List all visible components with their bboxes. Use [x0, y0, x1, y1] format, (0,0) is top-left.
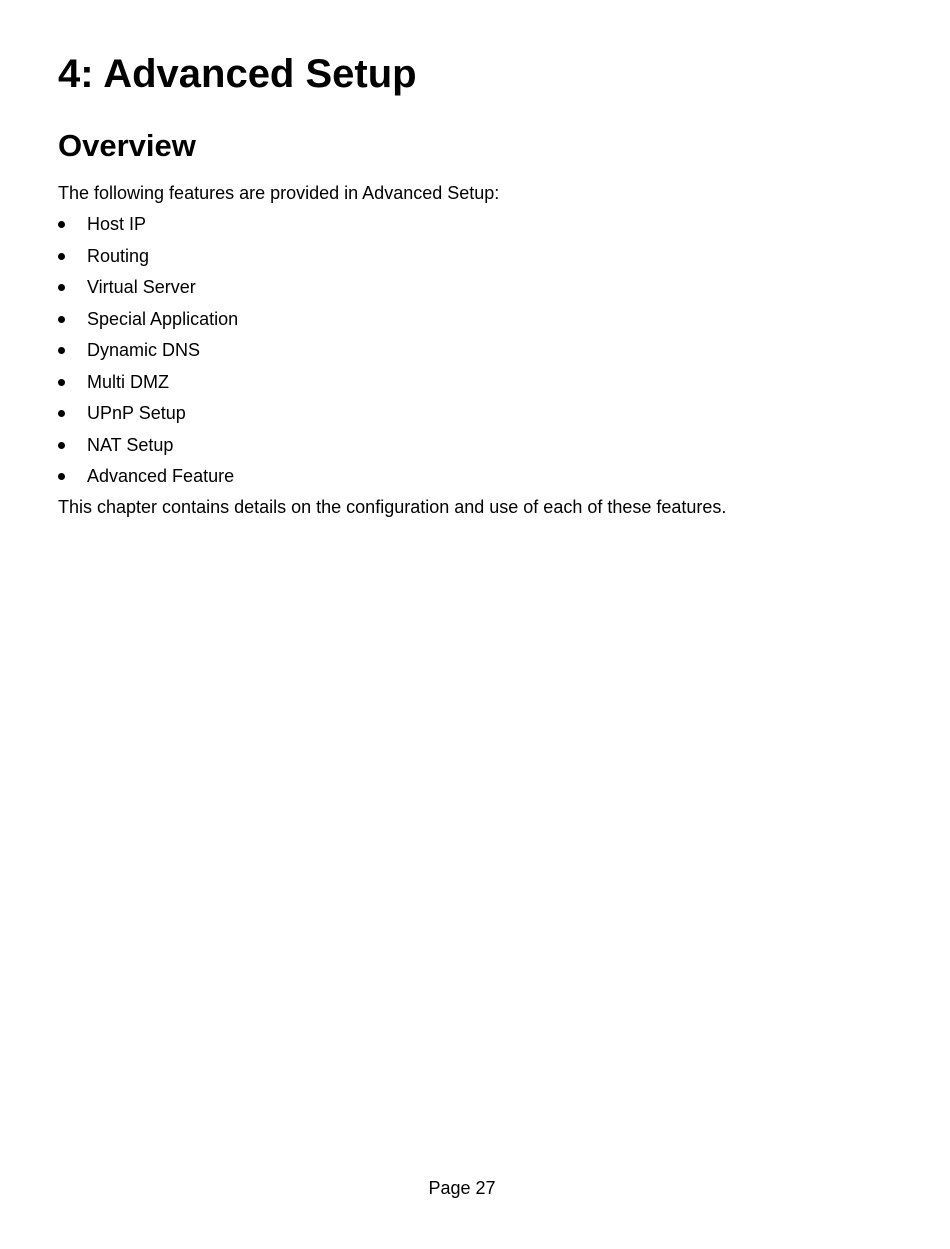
list-item: [58, 275, 238, 307]
list-item-label: Dynamic DNS: [87, 340, 201, 360]
list-item: [58, 338, 238, 370]
bullet-icon: [58, 316, 65, 323]
page-title: 4: Advanced Setup: [58, 52, 417, 96]
list-item-label: Advanced Feature: [87, 466, 235, 486]
list-item: [58, 464, 238, 496]
list-item-label: Multi DMZ: [87, 371, 169, 392]
list-item: [58, 401, 238, 433]
section-heading: Overview: [58, 128, 196, 163]
list-item: [58, 370, 238, 402]
bullet-icon: [58, 253, 65, 260]
list-item-label: UPnP Setup: [87, 403, 186, 423]
list-item-label: Virtual Server: [87, 277, 196, 297]
bullet-icon: [58, 442, 65, 449]
list-item: [58, 433, 238, 465]
bullet-icon: [58, 284, 65, 291]
list-item: [58, 307, 238, 339]
intro-paragraph: The following features are provided in Advanced Setup:: [58, 183, 500, 203]
list-item-label: Host IP: [87, 214, 147, 234]
page-number: Page 27: [428, 1178, 496, 1198]
bullet-icon: [58, 379, 65, 386]
outro-paragraph: This chapter contains details on the configuration and use of each of these features.: [58, 497, 727, 517]
feature-list: [58, 212, 238, 496]
list-item: [58, 212, 238, 244]
list-item-label: Special Application: [87, 308, 239, 329]
bullet-icon: [58, 221, 65, 228]
bullet-icon: [58, 410, 65, 417]
list-item-label: NAT Setup: [87, 434, 174, 455]
bullet-icon: [58, 473, 65, 480]
list-item: [58, 244, 238, 276]
bullet-icon: [58, 347, 65, 354]
list-item-label: Routing: [87, 245, 150, 266]
